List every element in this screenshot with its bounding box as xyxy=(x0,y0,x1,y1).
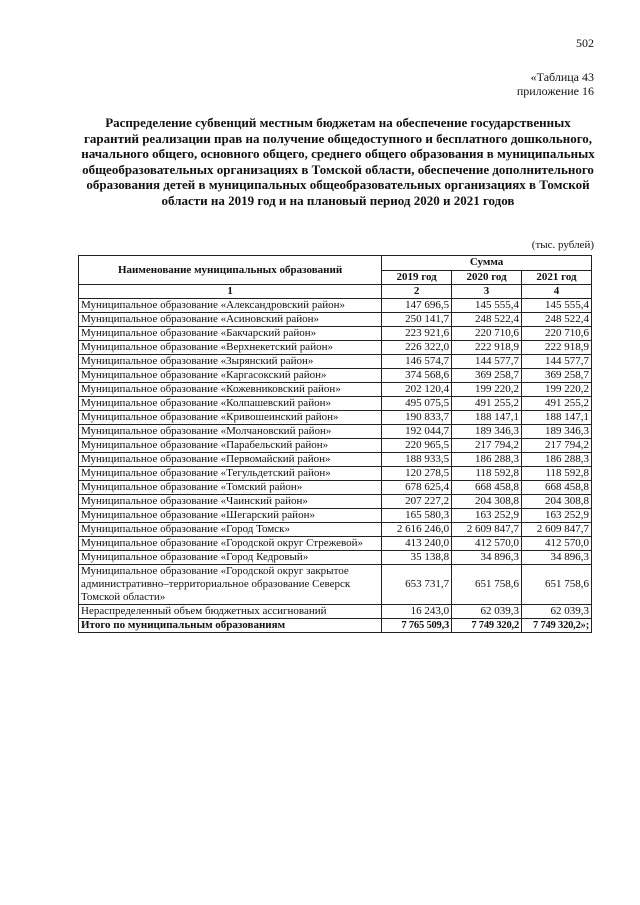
total-row xyxy=(79,619,592,633)
total-label: Итого по муниципальным образованиям xyxy=(79,619,382,633)
municipality-name: Муниципальное образование «Томский район» xyxy=(79,481,382,495)
value-2021: 34 896,3 xyxy=(522,551,592,565)
value-2019: 220 965,5 xyxy=(382,439,452,453)
page-number: 502 xyxy=(576,36,594,50)
value-2020: 62 039,3 xyxy=(452,605,522,619)
value-2019: 207 227,2 xyxy=(382,495,452,509)
header-year-2020: 2020 год xyxy=(452,270,522,285)
header-municipality: Наименование муниципальных образований xyxy=(79,256,382,285)
header-year-2019: 2019 год xyxy=(382,270,452,285)
municipality-name: Муниципальное образование «Молчановский район» xyxy=(79,425,382,439)
municipality-name: Муниципальное образование «Асиновский район» xyxy=(79,313,382,327)
value-2019: 413 240,0 xyxy=(382,537,452,551)
table-row xyxy=(79,299,592,313)
value-2019: 223 921,6 xyxy=(382,327,452,341)
table-row xyxy=(79,551,592,565)
value-2019: 495 075,5 xyxy=(382,397,452,411)
value-2021: 188 147,1 xyxy=(522,411,592,425)
municipality-name: Муниципальное образование «Александровский район» xyxy=(79,299,382,313)
value-2021: 220 710,6 xyxy=(522,327,592,341)
value-2021: 144 577,7 xyxy=(522,355,592,369)
municipality-name: Муниципальное образование «Каргасокский район» xyxy=(79,369,382,383)
municipality-name: Муниципальное образование «Кожевниковский район» xyxy=(79,383,382,397)
value-2021: 62 039,3 xyxy=(522,605,592,619)
value-2019: 678 625,4 xyxy=(382,481,452,495)
value-2020: 163 252,9 xyxy=(452,509,522,523)
value-2021: 118 592,8 xyxy=(522,467,592,481)
table-row xyxy=(79,495,592,509)
table-row xyxy=(79,605,592,619)
table-row xyxy=(79,425,592,439)
municipality-name: Муниципальное образование «Город Томск» xyxy=(79,523,382,537)
value-2020: 668 458,8 xyxy=(452,481,522,495)
value-2019: 146 574,7 xyxy=(382,355,452,369)
table-row xyxy=(79,383,592,397)
table-row xyxy=(79,537,592,551)
column-number: 4 xyxy=(522,285,592,299)
value-2019: 202 120,4 xyxy=(382,383,452,397)
table-row xyxy=(79,355,592,369)
value-2020: 220 710,6 xyxy=(452,327,522,341)
value-2020: 118 592,8 xyxy=(452,467,522,481)
table-row xyxy=(79,453,592,467)
value-2020: 369 258,7 xyxy=(452,369,522,383)
value-2020: 204 308,8 xyxy=(452,495,522,509)
value-2021: 651 758,6 xyxy=(522,565,592,605)
municipality-name: Муниципальное образование «Колпашевский район» xyxy=(79,397,382,411)
value-2021: 248 522,4 xyxy=(522,313,592,327)
table-row xyxy=(79,467,592,481)
table-row xyxy=(79,313,592,327)
municipality-name: Муниципальное образование «Первомайский район» xyxy=(79,453,382,467)
value-2021: 412 570,0 xyxy=(522,537,592,551)
table-row xyxy=(79,439,592,453)
value-2019: 250 141,7 xyxy=(382,313,452,327)
value-2019: 16 243,0 xyxy=(382,605,452,619)
value-2019: 188 933,5 xyxy=(382,453,452,467)
value-2020: 145 555,4 xyxy=(452,299,522,313)
table-row xyxy=(79,369,592,383)
table-reference: «Таблица 43 xyxy=(530,70,594,84)
table-row xyxy=(79,523,592,537)
table-row xyxy=(79,411,592,425)
municipality-name: Муниципальное образование «Тегульдетский район» xyxy=(79,467,382,481)
value-2020: 189 346,3 xyxy=(452,425,522,439)
value-2020: 248 522,4 xyxy=(452,313,522,327)
value-2019: 165 580,3 xyxy=(382,509,452,523)
value-2020: 222 918,9 xyxy=(452,341,522,355)
header-sum: Сумма xyxy=(382,256,592,271)
value-2020: 144 577,7 xyxy=(452,355,522,369)
total-2019: 7 765 509,3 xyxy=(382,619,452,633)
municipality-name: Муниципальное образование «Чаинский район» xyxy=(79,495,382,509)
municipality-name: Муниципальное образование «Кривошеинский район» xyxy=(79,411,382,425)
value-2020: 186 288,3 xyxy=(452,453,522,467)
value-2019: 226 322,0 xyxy=(382,341,452,355)
value-2020: 34 896,3 xyxy=(452,551,522,565)
value-2021: 189 346,3 xyxy=(522,425,592,439)
table-row xyxy=(79,509,592,523)
value-2019: 374 568,6 xyxy=(382,369,452,383)
document-title: Распределение субвенций местным бюджетам на обеспечение государственных гарантий реализации прав на получение общедоступного и бесплатного дошкольного, начального общего, основного общего, среднего общего образования в муниципальных общеобразовательных организациях в Томской области, обеспечение дополнительного образования детей в муниципальных общеобразовательных организациях в Томской области на 2019 год и на плановый период 2020 и 2021 годов xyxy=(81,115,595,208)
municipality-name: Муниципальное образование «Город Кедровый» xyxy=(79,551,382,565)
value-2020: 2 609 847,7 xyxy=(452,523,522,537)
header-year-2021: 2021 год xyxy=(522,270,592,285)
value-2020: 188 147,1 xyxy=(452,411,522,425)
value-2019: 190 833,7 xyxy=(382,411,452,425)
table-row xyxy=(79,481,592,495)
value-2019: 147 696,5 xyxy=(382,299,452,313)
value-2021: 2 609 847,7 xyxy=(522,523,592,537)
column-number: 1 xyxy=(79,285,382,299)
value-2021: 369 258,7 xyxy=(522,369,592,383)
table-row xyxy=(79,341,592,355)
value-2019: 653 731,7 xyxy=(382,565,452,605)
subsidy-table xyxy=(78,255,592,633)
value-2021: 491 255,2 xyxy=(522,397,592,411)
value-2021: 199 220,2 xyxy=(522,383,592,397)
value-2019: 120 278,5 xyxy=(382,467,452,481)
value-2020: 199 220,2 xyxy=(452,383,522,397)
value-2020: 491 255,2 xyxy=(452,397,522,411)
column-number: 3 xyxy=(452,285,522,299)
value-2021: 668 458,8 xyxy=(522,481,592,495)
municipality-name: Муниципальное образование «Верхнекетский район» xyxy=(79,341,382,355)
value-2021: 163 252,9 xyxy=(522,509,592,523)
total-2021: 7 749 320,2»; xyxy=(522,619,592,633)
value-2019: 35 138,8 xyxy=(382,551,452,565)
value-2019: 2 616 246,0 xyxy=(382,523,452,537)
value-2020: 412 570,0 xyxy=(452,537,522,551)
value-2021: 145 555,4 xyxy=(522,299,592,313)
value-2021: 222 918,9 xyxy=(522,341,592,355)
municipality-name: Муниципальное образование «Шегарский район» xyxy=(79,509,382,523)
table-row xyxy=(79,397,592,411)
value-2020: 651 758,6 xyxy=(452,565,522,605)
value-2021: 204 308,8 xyxy=(522,495,592,509)
municipality-name: Муниципальное образование «Городской округ Стрежевой» xyxy=(79,537,382,551)
municipality-name: Муниципальное образование «Зырянский район» xyxy=(79,355,382,369)
municipality-name: Муниципальное образование «Городской округ закрытое административно–территориальное образование Северск Томской области» xyxy=(79,565,382,605)
total-2020: 7 749 320,2 xyxy=(452,619,522,633)
value-2021: 186 288,3 xyxy=(522,453,592,467)
table-body xyxy=(79,299,592,619)
municipality-name: Муниципальное образование «Бакчарский район» xyxy=(79,327,382,341)
value-2021: 217 794,2 xyxy=(522,439,592,453)
table-row xyxy=(79,565,592,605)
value-2020: 217 794,2 xyxy=(452,439,522,453)
value-2019: 192 044,7 xyxy=(382,425,452,439)
table-row xyxy=(79,327,592,341)
appendix-number: приложение 16 xyxy=(516,84,594,98)
appendix-reference xyxy=(517,70,594,98)
column-number: 2 xyxy=(382,285,452,299)
units-label: (тыс. рублей) xyxy=(531,239,594,251)
municipality-name: Нераспределенный объем бюджетных ассигнований xyxy=(79,605,382,619)
municipality-name: Муниципальное образование «Парабельский район» xyxy=(79,439,382,453)
